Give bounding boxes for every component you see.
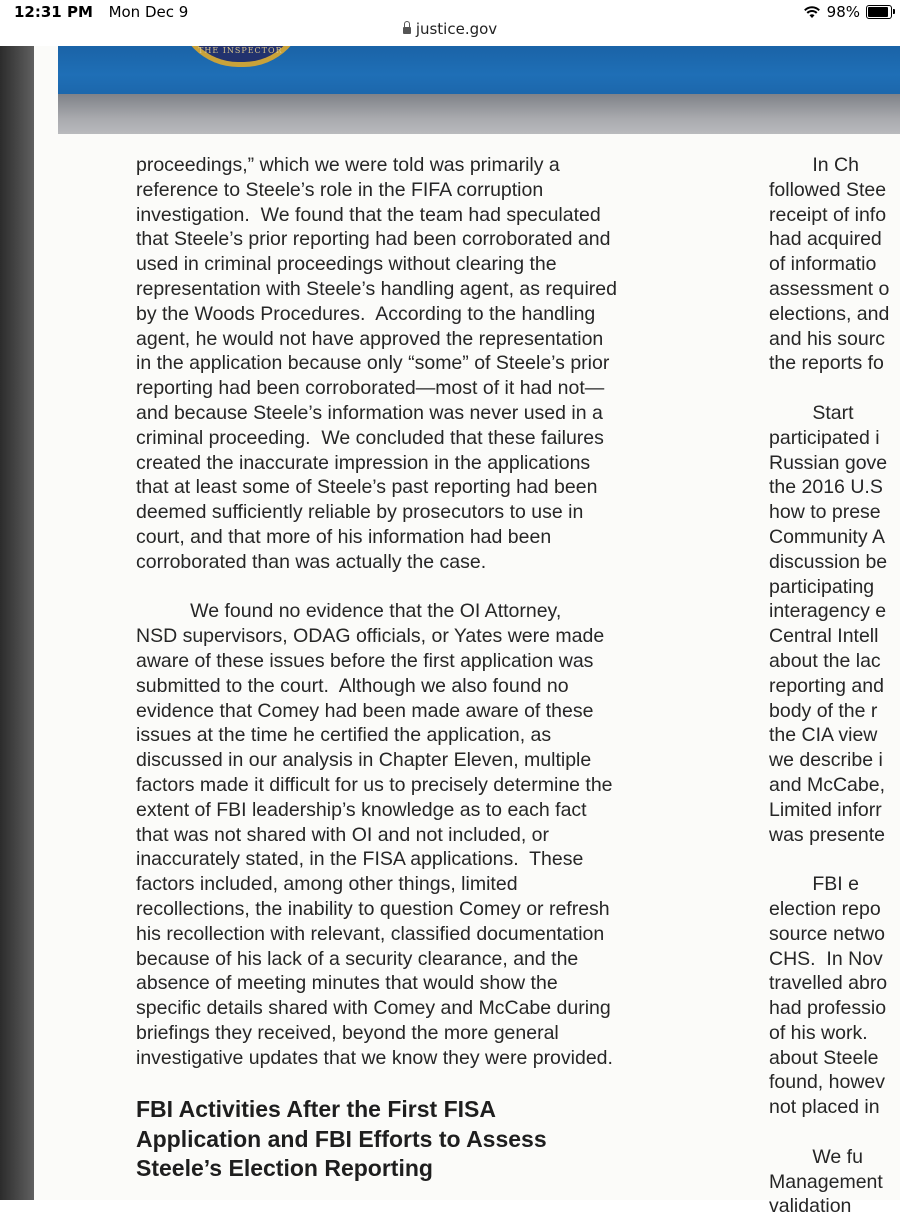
- right-column-line: receipt of info: [769, 203, 887, 226]
- right-column-line: participated i: [769, 426, 880, 449]
- left-column-line: created the inaccurate impression in the applications: [136, 451, 591, 474]
- right-column-line: how to prese: [769, 501, 881, 524]
- right-column-line: elections, and: [769, 302, 890, 325]
- left-column-line: specific details shared with Comey and McCabe during: [136, 997, 611, 1020]
- left-column-line: NSD supervisors, ODAG officials, or Yates were made: [136, 625, 605, 648]
- right-column-line: of informatio: [769, 253, 877, 276]
- left-column-line: that Steele’s prior reporting had been corroborated and: [136, 228, 611, 251]
- right-column-line: [769, 1120, 889, 1145]
- battery-percent: 98%: [826, 3, 860, 21]
- report-header-band: [58, 94, 900, 134]
- right-column-line: Central Intell: [769, 625, 879, 648]
- right-column-line: assessment o: [769, 277, 890, 300]
- right-column-line: the CIA view: [769, 724, 878, 747]
- right-column-line: validation: [769, 1195, 852, 1218]
- left-column-line: aware of these issues before the first application was: [136, 649, 594, 672]
- right-column-line: of his work.: [769, 1021, 868, 1044]
- status-time-date: [14, 3, 188, 21]
- right-column-line: and McCabe,: [769, 773, 885, 796]
- right-column-line: about Steele: [769, 1046, 879, 1069]
- left-column-text: [136, 153, 617, 1070]
- left-column-line: reference to Steele’s role in the FIFA corruption: [136, 178, 544, 201]
- right-column-line: CHS. In Nov: [769, 947, 883, 970]
- right-column-line: the 2016 U.S: [769, 476, 883, 499]
- left-column-line: used in criminal proceedings without clearing the: [136, 253, 557, 276]
- right-column-line: not placed in: [769, 1096, 880, 1119]
- left-column-line: representation with Steele’s handling agent, as required: [136, 277, 617, 300]
- right-column-line: participating: [769, 575, 875, 598]
- address-bar[interactable]: [0, 20, 900, 38]
- right-column-line: In Ch: [769, 154, 859, 176]
- heading-line: Application and FBI Efforts to Assess: [136, 1125, 547, 1152]
- right-column-line: discussion be: [769, 550, 888, 573]
- left-column-line: investigation. We found that the team had speculated: [136, 203, 601, 226]
- left-column-line: discussed in our analysis in Chapter Eleven, multiple: [136, 749, 592, 772]
- right-column-line: [769, 847, 889, 872]
- right-column-line: we describe i: [769, 749, 883, 772]
- right-column-line: [769, 376, 889, 401]
- left-column-line: absence of meeting minutes that would show the: [136, 972, 558, 995]
- right-column-line: interagency e: [769, 600, 887, 623]
- seal-text: THE INSPECTOR: [198, 46, 283, 55]
- right-column-line: Limited inforr: [769, 798, 882, 821]
- right-column-line: was presente: [769, 823, 885, 846]
- left-column-line: recollections, the inability to question Comey or refresh: [136, 897, 610, 920]
- right-column-line: reporting and: [769, 674, 884, 697]
- left-column-line: reporting had been corroborated—most of it had not—: [136, 377, 605, 400]
- left-column-line: court, and that more of his information had been: [136, 525, 552, 548]
- right-column-line: We fu: [769, 1145, 863, 1168]
- right-column-line: about the lac: [769, 649, 881, 672]
- photo-background-edge: [0, 46, 34, 1200]
- right-column-text: [769, 153, 889, 1219]
- status-time: 12:31 PM: [14, 3, 93, 21]
- right-column-line: and his sourc: [769, 327, 885, 350]
- battery-icon: [866, 5, 892, 19]
- right-column-line: body of the r: [769, 699, 878, 722]
- status-right: [803, 3, 892, 21]
- left-column-line: evidence that Comey had been made aware of these: [136, 699, 594, 722]
- left-column-line: corroborated than was actually the case.: [136, 550, 487, 573]
- right-column-line: Start: [769, 401, 854, 424]
- right-column-line: found, howev: [769, 1071, 886, 1094]
- right-column-line: followed Stee: [769, 178, 887, 201]
- left-column-line: that was not shared with OI and not included, or: [136, 823, 549, 846]
- battery-fill: [868, 7, 888, 17]
- left-column-line: by the Woods Procedures. According to the handling: [136, 302, 596, 325]
- wifi-icon: [803, 5, 821, 19]
- left-column-line: briefings they received, beyond the more general: [136, 1021, 559, 1044]
- left-column-line: agent, he would not have approved the representation: [136, 327, 604, 350]
- left-column-line: in the application because only “some” of Steele’s prior: [136, 352, 610, 375]
- right-column-line: the reports fo: [769, 352, 884, 375]
- right-column-line: election repo: [769, 897, 881, 920]
- right-column-line: source netwo: [769, 922, 885, 945]
- right-column-line: Management: [769, 1170, 883, 1193]
- left-column-line: inaccurately stated, in the FISA applications. These: [136, 848, 584, 871]
- right-column-line: Community A: [769, 525, 885, 548]
- right-column-line: Russian gove: [769, 451, 888, 474]
- left-column-line: criminal proceeding. We concluded that these failures: [136, 426, 604, 449]
- right-column-line: had professio: [769, 997, 887, 1020]
- left-column-line: [136, 575, 617, 600]
- left-column-line: deemed sufficiently reliable by prosecutors to use in: [136, 501, 584, 524]
- url-text: justice.gov: [415, 20, 498, 38]
- left-column-line: factors made it difficult for us to precisely determine the: [136, 773, 613, 796]
- left-column-line: proceedings,” which we were told was primarily a: [136, 154, 560, 176]
- left-column-line: investigative updates that we know they were provided.: [136, 1046, 613, 1069]
- left-column-line: submitted to the court. Although we also found no: [136, 674, 569, 697]
- report-header-banner: [58, 46, 900, 94]
- right-column-line: travelled abro: [769, 972, 888, 995]
- heading-line: FBI Activities After the First FISA: [136, 1096, 496, 1122]
- heading-line: Steele’s Election Reporting: [136, 1155, 433, 1181]
- left-column-line: extent of FBI leadership’s knowledge as to each fact: [136, 798, 587, 821]
- lock-icon: [403, 27, 411, 34]
- left-column-line: We found no evidence that the OI Attorney,: [136, 600, 562, 623]
- status-bar: [0, 0, 900, 46]
- left-column-line: factors included, among other things, limited: [136, 873, 518, 896]
- left-column-line: his recollection with relevant, classified documentation: [136, 922, 605, 945]
- section-heading: [136, 1095, 547, 1184]
- right-column-line: had acquired: [769, 228, 882, 251]
- left-column-line: because of his lack of a security clearance, and the: [136, 947, 579, 970]
- left-column-line: that at least some of Steele’s past reporting had been: [136, 476, 598, 499]
- right-column-line: FBI e: [769, 873, 859, 896]
- left-column-line: and because Steele’s information was never used in a: [136, 401, 603, 424]
- status-date: Mon Dec 9: [108, 3, 189, 21]
- left-column-line: issues at the time he certified the application, as: [136, 724, 552, 747]
